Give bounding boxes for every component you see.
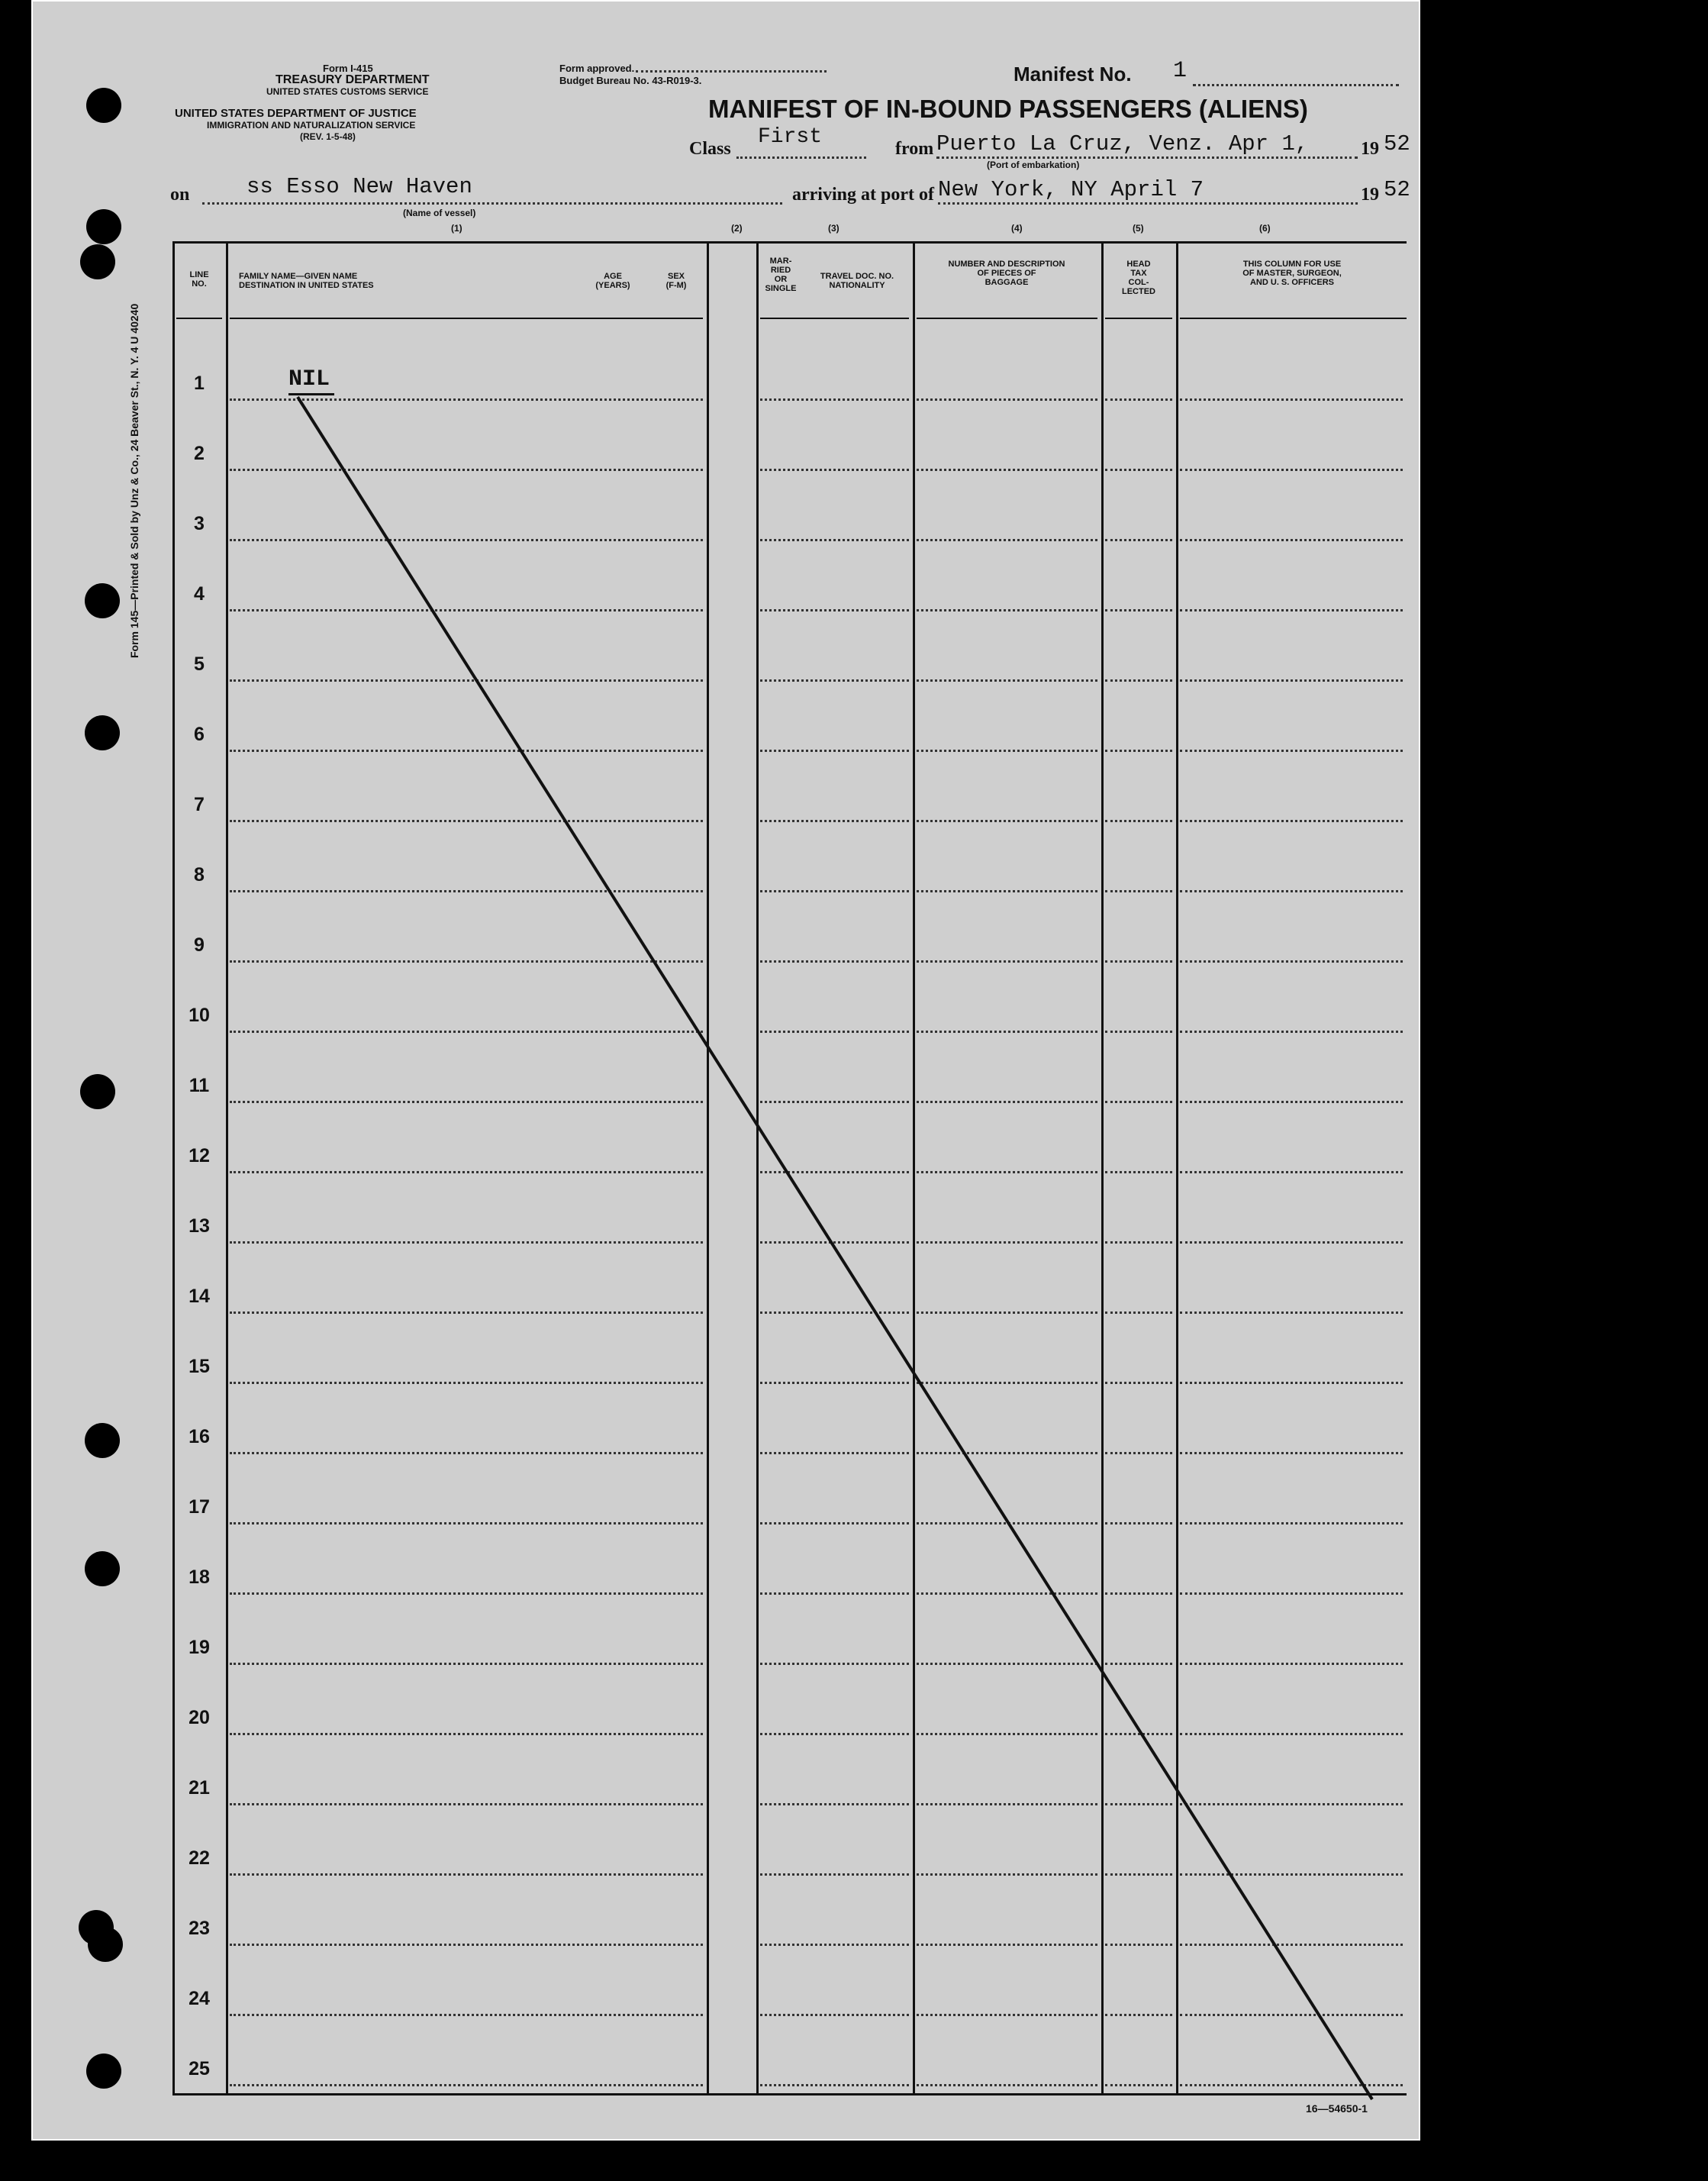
column-number: (4) [1011,223,1023,234]
line-number: 10 [189,1005,210,1026]
arriving-label: arriving at port of [792,185,934,205]
budget-bureau: Budget Bureau No. 43-R019-3. [559,75,702,86]
line-number: 5 [194,653,205,675]
vessel-name: ss Esso New Haven [247,174,472,199]
line-number: 2 [194,443,205,464]
line-number: 8 [194,864,205,886]
embarkation-year: 52 [1384,131,1410,156]
line-number: 14 [189,1286,210,1307]
form-number: Form I-415 [323,63,373,74]
footer-code: 16—54650-1 [1306,2102,1368,2115]
line-number: 16 [189,1426,210,1447]
line-number: 20 [189,1707,210,1728]
line-number: 25 [189,2058,210,2079]
line-number: 13 [189,1215,210,1237]
line-number: 6 [194,724,205,745]
treasury-dept: TREASURY DEPARTMENT [276,73,430,86]
cancellation-line [33,2,1420,2141]
arrival-year: 52 [1384,177,1410,202]
col-header-baggage: NUMBER AND DESCRIPTION OF PIECES OF BAGGAGE [948,260,1065,287]
column-number: (1) [451,223,462,234]
manifest-page [31,0,1420,2141]
line-number: 12 [189,1145,210,1166]
port-caption: (Port of embarkation) [987,160,1080,170]
line-number: 23 [189,1918,210,1939]
manifest-number-label: Manifest No. [1014,63,1132,85]
column-number: (3) [828,223,839,234]
printer-imprint: Form 145—Printed & Sold by Unz & Co., 24 Beaver St., N. Y. 4 U 40240 [128,303,140,658]
vessel-caption: (Name of vessel) [403,208,476,218]
nil-entry: NIL [288,366,330,392]
line-number: 15 [189,1356,210,1377]
line-number: 7 [194,794,205,815]
col-header-officers: THIS COLUMN FOR USE OF MASTER, SURGEON, AND U. S. OFFICERS [1242,260,1342,287]
manifest-number: 1 [1173,58,1188,84]
year-prefix: 19 [1361,139,1379,159]
line-number: 21 [189,1777,210,1799]
year-prefix-arrival: 19 [1361,185,1379,205]
line-number: 17 [189,1496,210,1518]
class-value: First [758,125,823,149]
line-number: 3 [194,513,205,534]
embarkation-port-value: Puerto La Cruz, Venz. Apr 1, [936,131,1309,156]
column-number: (2) [731,223,743,234]
class-label: Class [689,139,731,159]
col-header-age: AGE (YEARS) [595,272,630,290]
ins-service: IMMIGRATION AND NATURALIZATION SERVICE [207,120,416,131]
from-label: from [895,139,934,159]
justice-dept: UNITED STATES DEPARTMENT OF JUSTICE [175,107,417,120]
line-number: 18 [189,1566,210,1588]
line-number: 11 [189,1075,210,1096]
line-number: 22 [189,1847,210,1869]
revision-date: (REV. 1-5-48) [300,131,356,142]
col-header-married: MAR- RIED OR SINGLE [765,256,797,293]
on-label: on [170,185,190,205]
line-number: 24 [189,1988,210,2009]
col-header-line-no: LINE NO. [189,270,209,289]
col-header-name: FAMILY NAME—GIVEN NAME DESTINATION IN UNITED STATES [239,272,374,290]
line-number: 9 [194,934,205,956]
column-number: (5) [1133,223,1144,234]
col-header-travel: TRAVEL DOC. NO. NATIONALITY [820,272,894,290]
line-number: 19 [189,1637,210,1658]
form-approved: Form approved. [559,63,635,74]
line-number: 1 [194,373,205,394]
customs-service: UNITED STATES CUSTOMS SERVICE [266,86,429,97]
col-header-head-tax: HEAD TAX COL- LECTED [1122,260,1155,296]
column-number: (6) [1259,223,1271,234]
col-header-sex: SEX (F-M) [665,272,687,290]
arrival-port-value: New York, NY April 7 [938,177,1204,202]
line-number: 4 [194,583,205,605]
manifest-title: MANIFEST OF IN-BOUND PASSENGERS (ALIENS) [708,95,1308,123]
